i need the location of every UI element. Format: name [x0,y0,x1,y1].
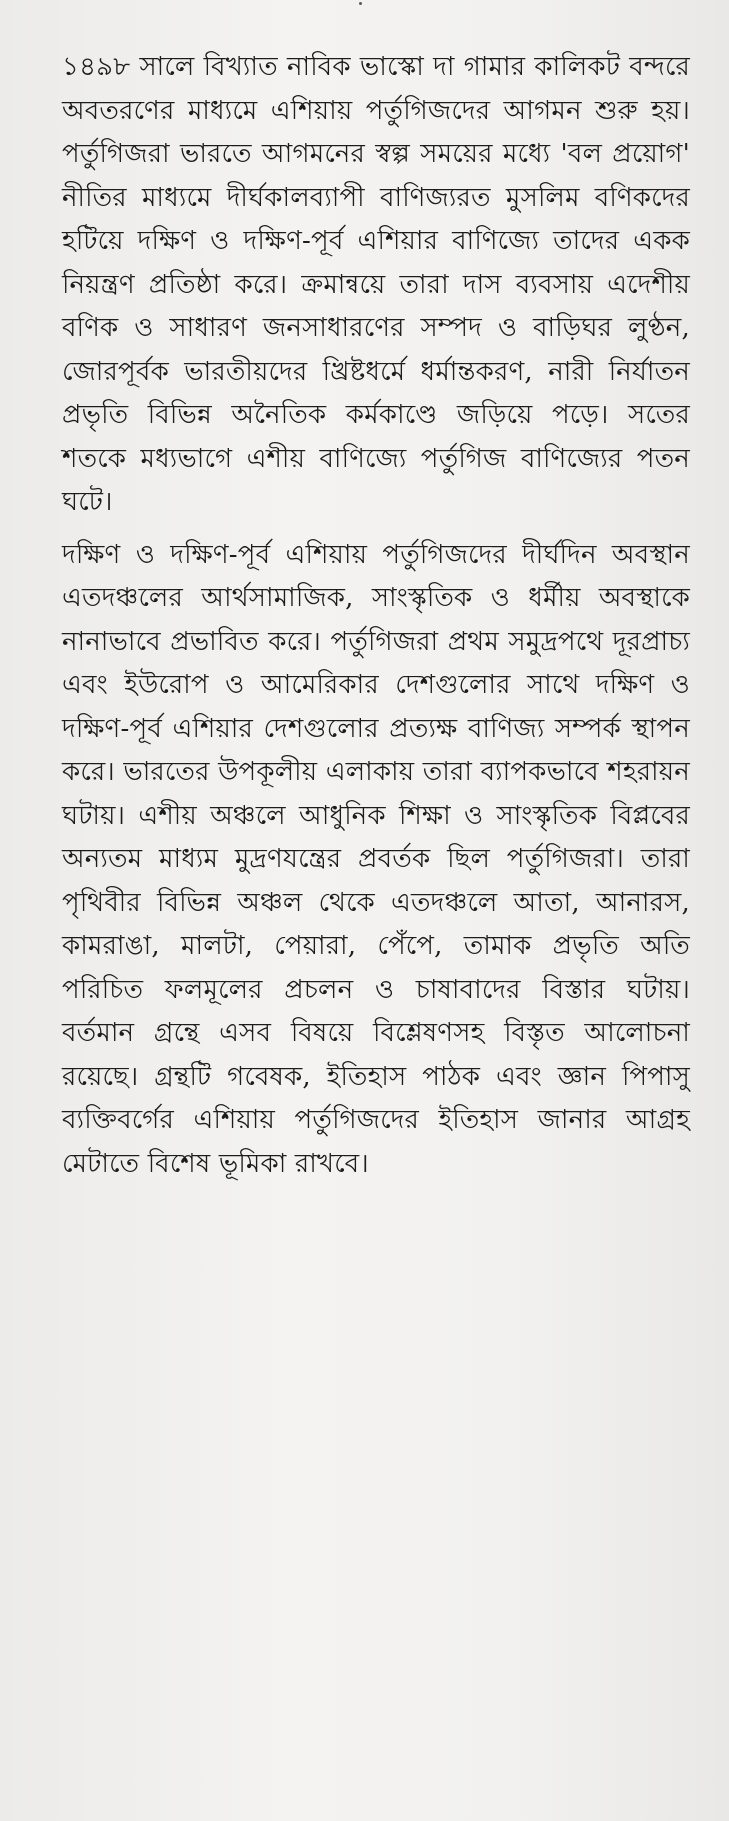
body-text [62,46,690,1186]
print-speck [359,2,362,5]
paragraph-impact: দক্ষিণ ও দক্ষিণ-পূর্ব এশিয়ায় পর্তুগিজদের দীর্ঘদিন অবস্থান এতদঞ্চলের আর্থসামাজিক, সাংস্কৃতিক ও ধর্মীয় অবস্থাকে নানাভাবে প্রভাবিত করে। পর্তুগিজরা প্রথম সমুদ্রপথে দূরপ্রাচ্য এবং ইউরোপ ও আমেরিকার দেশগুলোর সাথে দক্ষিণ ও দক্ষিণ-পূর্ব এশিয়ার দেশগুলোর প্রত্যক্ষ বাণিজ্য সম্পর্ক স্থাপন করে। ভারতের উপকূলীয় এলাকায় তারা ব্যাপকভাবে শহরায়ন ঘটায়। এশীয় অঞ্চলে আধুনিক শিক্ষা ও সাংস্কৃতিক বিপ্লবের অন্যতম মাধ্যম মুদ্রণযন্ত্রের প্রবর্তক ছিল পর্তুগিজরা। তারা পৃথিবীর বিভিন্ন অঞ্চল থেকে এতদঞ্চলে আতা, আনারস, কামরাঙা, মালটা, পেয়ারা, পেঁপে, তামাক প্রভৃতি অতি পরিচিত ফলমূলের প্রচলন ও চাষাবাদের বিস্তার ঘটায়। বর্তমান গ্রন্থে এসব বিষয়ে বিশ্লেষণসহ বিস্তৃত আলোচনা রয়েছে। গ্রন্থটি গবেষক, ইতিহাস পাঠক এবং জ্ঞান পিপাসু ব্যক্তিবর্গের এশিয়ায় পর্তুগিজদের ইতিহাস জানার আগ্রহ মেটাতে বিশেষ ভূমিকা রাখবে। [62,539,690,1179]
paragraph-intro: ১৪৯৮ সালে বিখ্যাত নাবিক ভাস্কো দা গামার কালিকট বন্দরে অবতরণের মাধ্যমে এশিয়ায় পর্তুগিজদের আগমন শুরু হয়। পর্তুগিজরা ভারতে আগমনের স্বল্প সময়ের মধ্যে 'বল প্রয়োগ' নীতির মাধ্যমে দীর্ঘকালব্যাপী বাণিজ্যরত মুসলিম বণিকদের হটিয়ে দক্ষিণ ও দক্ষিণ-পূর্ব এশিয়ার বাণিজ্যে তাদের একক নিয়ন্ত্রণ প্রতিষ্ঠা করে। ক্রমান্বয়ে তারা দাস ব্যবসায় এদেশীয় বণিক ও সাধারণ জনসাধারণের সম্পদ ও বাড়িঘর লুণ্ঠন, জোরপূর্বক ভারতীয়দের খ্রিষ্টধর্মে ধর্মান্তকরণ, নারী নির্যাতন প্রভৃতি বিভিন্ন অনৈতিক কর্মকাণ্ডে জড়িয়ে পড়ে। সতের শতকে মধ্যভাগে এশীয় বাণিজ্যে পর্তুগিজ বাণিজ্যের পতন ঘটে। [62,52,690,517]
